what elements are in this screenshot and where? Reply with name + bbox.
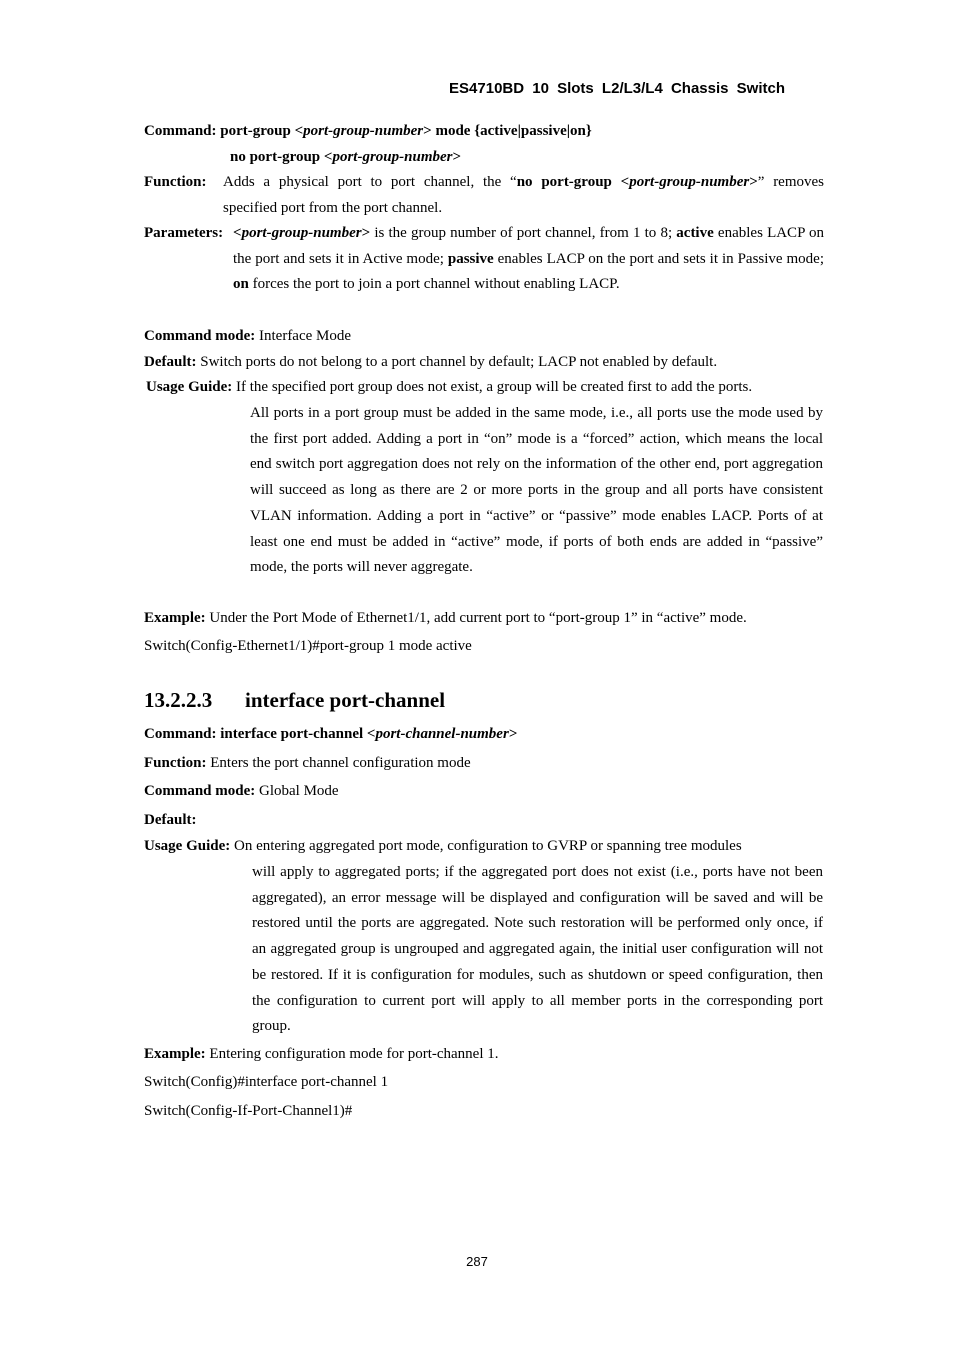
command-label-2: Command: [144, 726, 217, 742]
section-heading [144, 688, 445, 713]
section-number: 13.2.2.3 [144, 688, 213, 712]
command-text-end: > mode {active|passive|on} [423, 123, 592, 139]
command-text: port-group < [220, 123, 304, 139]
function-label-2: Function: [144, 755, 207, 771]
function-row [144, 170, 824, 221]
command-mode-value-2: Global Mode [255, 783, 339, 799]
function-value-2: Enters the port channel configuration mode [206, 755, 471, 771]
no-command-text: no port-group < [230, 149, 333, 165]
example-label-2: Example: [144, 1046, 206, 1062]
example-command-2b: Switch(Config-If-Port-Channel1)# [144, 1103, 353, 1119]
example-label: Example: [144, 610, 206, 626]
function-label: Function: [144, 174, 207, 190]
usage-first-text-2: On entering aggregated port mode, configuration to GVRP or spanning tree modules [230, 838, 742, 854]
command-mode-label: Command mode: [144, 328, 256, 344]
default-label-2: Default: [144, 812, 197, 828]
command-mode-line-2 [144, 779, 824, 805]
page-number: 287 [466, 1254, 488, 1269]
parameters-row [144, 221, 824, 298]
command-mode-label-2: Command mode: [144, 783, 256, 799]
parameters-text: <port-group-number> is the group number of port channel, from 1 to 8; active enables LACP on the port and sets it in Active mode; passive enables LACP on the port and sets it in Passive mode; on forces the port to join a port channel without enabling LACP. [233, 225, 825, 293]
default-value: Switch ports do not belong to a port channel by default; LACP not enabled by default. [196, 354, 718, 370]
usage-first-line [146, 375, 846, 401]
usage-body-2: will apply to aggregated ports; if the aggregated port does not exist (i.e., ports have not been aggregated), an error message will be displayed and configuration will be saved and will be restored until the ports are aggregated. Note such restoration will be performed only once, if an aggregated group is ungrouped and aggregated again, the initial user configuration will not be restored. If it is configuration for modules, such as shutdown or speed configuration, then the configuration to current port will apply to all member ports in the corresponding port group. [252, 864, 823, 1035]
usage-label: Usage Guide: [146, 379, 233, 395]
command-line-2 [144, 722, 824, 748]
example-command-2a: Switch(Config)#interface port-channel 1 [144, 1074, 389, 1090]
no-command-param: port-group-number [332, 149, 453, 165]
parameters-label: Parameters: [144, 225, 224, 241]
usage-first-text: If the specified port group does not exist, a group will be created first to add the ports. [232, 379, 753, 395]
example-line-2 [144, 1042, 824, 1068]
usage-first-line-2 [144, 834, 824, 860]
command-mode-value: Interface Mode [255, 328, 352, 344]
command-param-2: port-channel-number [375, 726, 509, 742]
command-param: port-group-number [303, 123, 424, 139]
no-command-end: > [452, 149, 462, 165]
usage-label-2: Usage Guide: [144, 838, 231, 854]
command-line [144, 119, 824, 145]
running-header: ES4710BD 10 Slots L2/L3/L4 Chassis Switch [449, 80, 785, 97]
command-mode-line [144, 324, 824, 350]
function-text: Adds a physical port to port channel, the “no port-group <port-group-number>” removes specified port from the port channel. [223, 174, 825, 216]
example-text: Under the Port Mode of Ethernet1/1, add current port to “port-group 1” in “active” mode. [205, 610, 747, 626]
section-title: interface port-channel [245, 688, 446, 712]
command-label: Command: [144, 123, 217, 139]
example-line [144, 606, 844, 632]
example-command: Switch(Config-Ethernet1/1)#port-group 1 mode active [144, 638, 472, 654]
no-command-line [230, 145, 910, 171]
example-text-2: Entering configuration mode for port-channel 1. [205, 1046, 499, 1062]
command-end-2: > [508, 726, 518, 742]
default-label: Default: [144, 354, 197, 370]
default-line [144, 350, 844, 376]
function-line-2 [144, 751, 824, 777]
usage-body: All ports in a port group must be added in the same mode, i.e., all ports use the mode used by the first port added. Adding a port in “on” mode is a “forced” action, which means the local end switch port aggregation does not rely on the information of the other end, port aggregation will succeed as long as there are 2 or more ports in the group and all ports have consistent VLAN information. Adding a port in “active” or “passive” mode enables LACP. Ports of at least one end must be added in “active” mode, if ports of both ends are added in “passive” mode, the ports will never aggregate. [250, 405, 823, 576]
command-text-2: interface port-channel < [220, 726, 376, 742]
default-line-2 [144, 808, 824, 834]
